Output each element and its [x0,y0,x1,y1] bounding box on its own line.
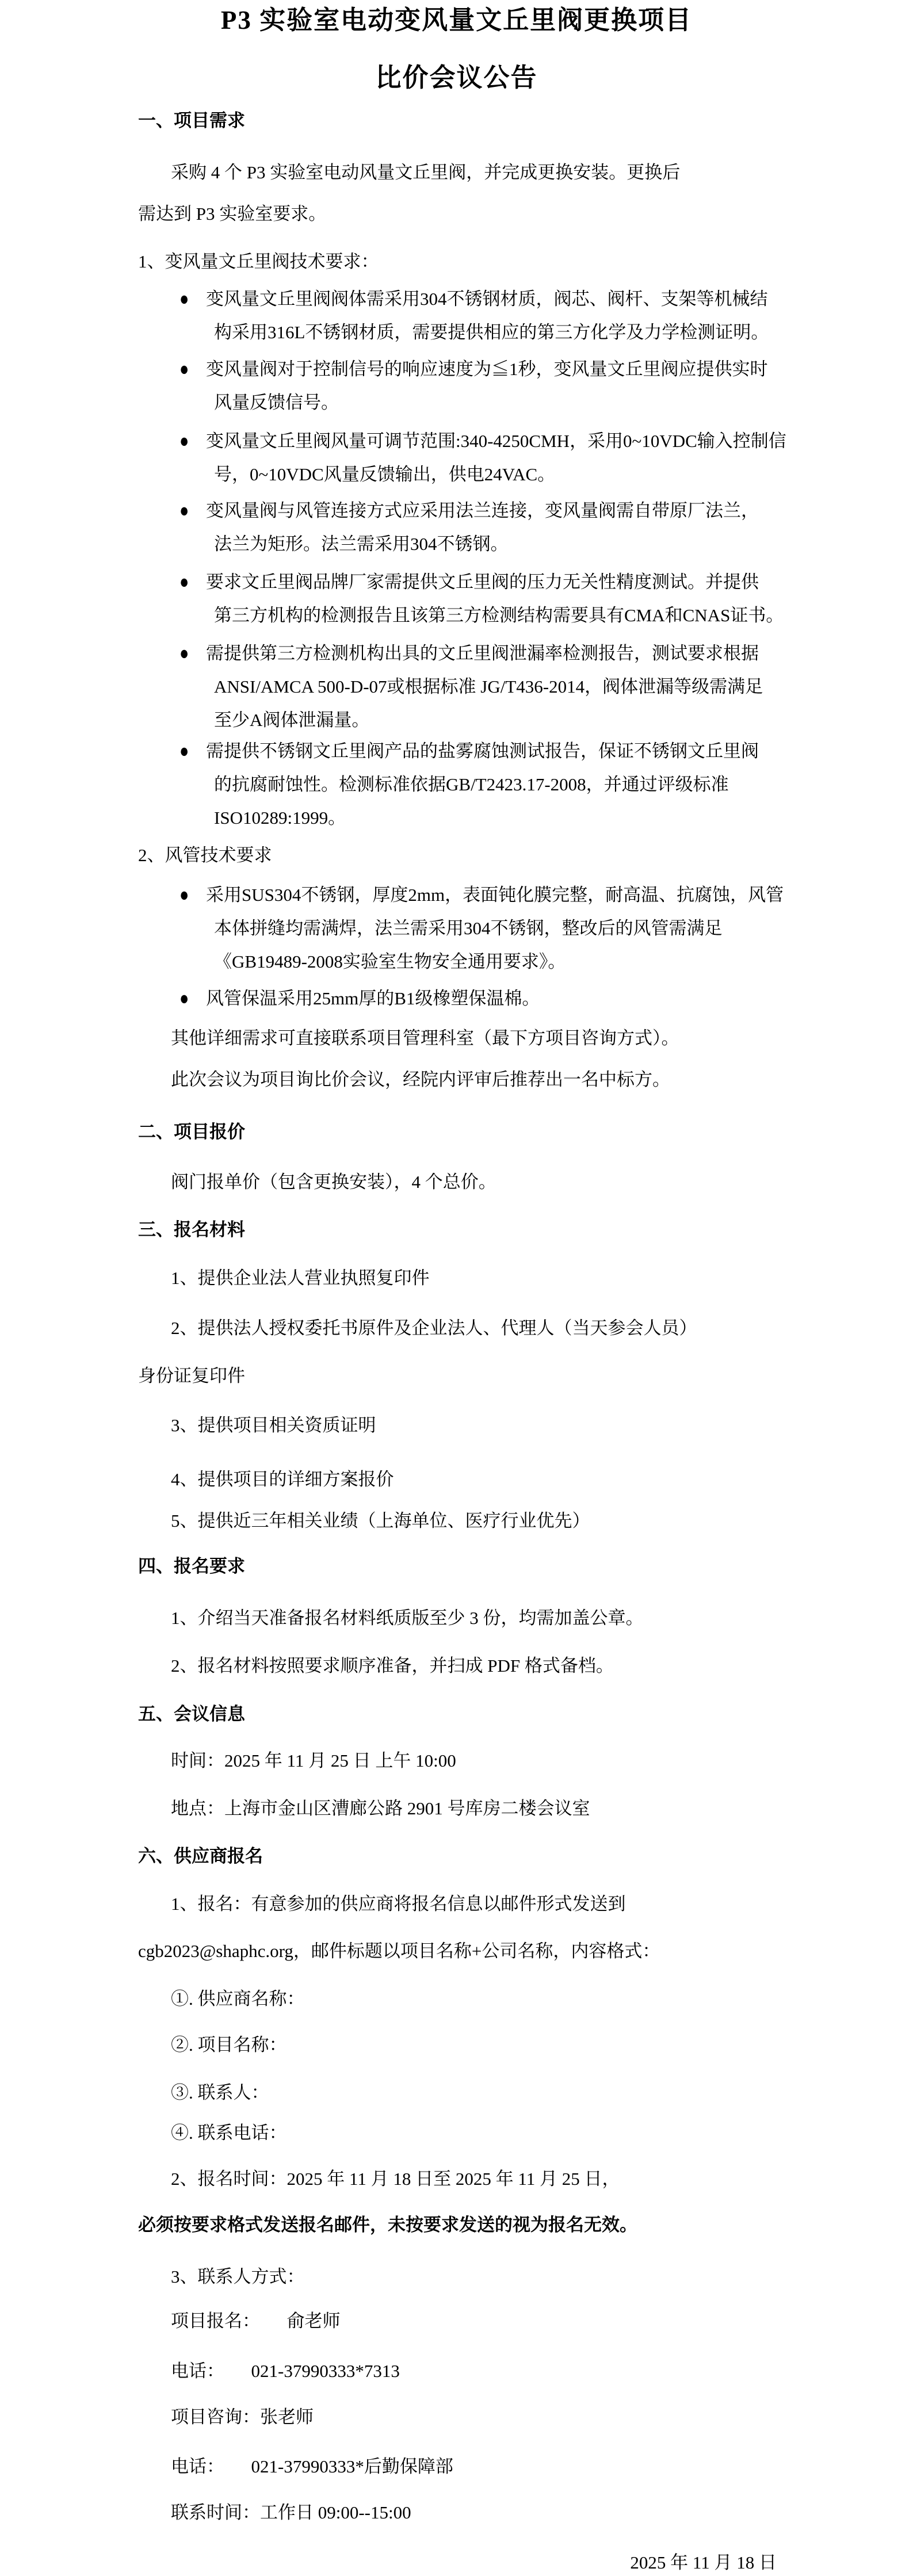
bullet-line: 号，0~10VDC风量反馈输出，供电24VAC。 [214,464,556,484]
section-4-heading: 四、报名要求 [138,1556,245,1576]
subsection-1-heading: 1、变风量文丘里阀技术要求： [138,251,379,272]
bullet-icon: ● [179,430,189,452]
paragraph-line: 采购 4 个 P3 实验室电动风量文丘里阀，并完成更换安装。更换后 [171,162,681,182]
bullet-line: 《GB19489-2008实验室生物安全通用要求》。 [214,951,566,972]
contact-line: 电话： 021-37990333*后勤保障部 [171,2456,453,2476]
contact-line: 联系时间：工作日 09:00--15:00 [171,2502,411,2523]
doc-title: P3 实验室电动变风量文丘里阀更换项目 [220,6,693,35]
list-item: 3、提供项目相关资质证明 [171,1415,376,1435]
form-field-line: ①. 供应商名称： [171,1989,305,2009]
bullet-line: 的抗腐耐蚀性。检测标准依据GB/T2423.17-2008，并通过评级标准 [214,774,729,794]
list-item: 2、提供法人授权委托书原件及企业法人、代理人（当天参会人员） [171,1318,697,1338]
section-3-heading: 三、报名材料 [138,1220,245,1240]
bullet-icon: ● [179,358,189,380]
bullet-item [179,565,784,632]
bullet-icon: ● [179,571,189,593]
meeting-place: 地点：上海市金山区漕廊公路 2901 号库房二楼会议室 [171,1798,590,1818]
paragraph-line: 其他详细需求可直接联系项目管理科室（最下方项目咨询方式）。 [171,1028,679,1048]
bullet-icon: ● [179,740,189,762]
bullet-line: 变风量阀与风管连接方式应采用法兰连接，变风量阀需自带原厂法兰， [206,500,759,521]
bullet-icon: ● [179,288,189,309]
paragraph-line: 需达到 P3 实验室要求。 [138,204,327,224]
section-2-heading: 二、项目报价 [138,1122,245,1142]
paragraph-line: 阀门报单价（包含更换安装），4 个总价。 [171,1172,496,1192]
doc-subtitle: 比价会议公告 [375,63,538,92]
bullet-line: 本体拼缝均需满焊，法兰需采用304不锈钢，整改后的风管需满足 [214,918,723,938]
form-field-line: ③. 联系人： [171,2082,269,2103]
contact-line: 项目咨询：张老师 [171,2407,314,2427]
paragraph-line: 3、联系人方式： [171,2267,305,2287]
bullet-line: 第三方机构的检测报告且该第三方检测结构需要具有CMA和CNAS证书。 [214,605,784,625]
bullet-line: 风量反馈信号。 [214,392,339,412]
bullet-icon: ● [179,987,189,1009]
contact-line: 电话： 021-37990333*7313 [171,2361,400,2381]
bullet-line: 至少A阀体泄漏量。 [214,710,370,730]
bullet-item [179,494,759,561]
meeting-time: 时间：2025 年 11 月 25 日 上午 10:00 [171,1751,456,1771]
bullet-line: 需提供不锈钢文丘里阀产品的盐雾腐蚀测试报告，保证不锈钢文丘里阀 [206,741,759,761]
bullet-item [179,878,784,979]
list-item: 1、介绍当天准备报名材料纸质版至少 3 份，均需加盖公章。 [171,1608,644,1628]
bullet-icon: ● [179,642,189,664]
list-item-continuation: 身份证复印件 [138,1366,245,1386]
bullet-line: 风管保温采用25mm厚的B1级橡塑保温棉。 [206,988,540,1008]
list-item: 5、提供近三年相关业绩（上海单位、医疗行业优先） [171,1511,590,1531]
bullet-line: 变风量阀对于控制信号的响应速度为≦1秒，变风量文丘里阀应提供实时 [206,359,768,379]
bullet-line: 需提供第三方检测机构出具的文丘里阀泄漏率检测报告，测试要求根据 [206,643,759,663]
bullet-line: 变风量文丘里阀阀体需采用304不锈钢材质，阀芯、阀杆、支架等机械结 [206,289,768,309]
section-6-heading: 六、供应商报名 [138,1846,263,1866]
bullet-line: ISO10289:1999。 [214,808,346,828]
bullet-icon: ● [179,884,189,905]
bullet-line: 法兰为矩形。法兰需采用304不锈钢。 [214,534,509,554]
bullet-item [179,425,786,491]
bullet-line: 构采用316L不锈钢材质，需要提供相应的第三方化学及力学检测证明。 [214,322,769,342]
paragraph-line: 1、报名：有意参加的供应商将报名信息以邮件形式发送到 [171,1894,626,1914]
paragraph-line: 此次会议为项目询比价会议，经院内评审后推荐出一名中标方。 [171,1069,670,1090]
bullet-line: 要求文丘里阀品牌厂家需提供文丘里阀的压力无关性精度测试。并提供 [206,572,759,592]
form-field-line: ②. 项目名称： [171,2035,287,2055]
paragraph-line-email: cgb2023@shaphc.org，邮件标题以项目名称+公司名称，内容格式： [138,1941,660,1961]
bullet-icon: ● [179,499,189,521]
subsection-2-heading: 2、风管技术要求 [138,845,272,865]
bullet-item [179,282,769,349]
list-item: 2、报名材料按照要求顺序准备，并扫成 PDF 格式备档。 [171,1656,614,1676]
paragraph-line: 2、报名时间：2025 年 11 月 18 日至 2025 年 11 月 25 日， [171,2169,620,2189]
warning-line: 必须按要求格式发送报名邮件，未按要求发送的视为报名无效。 [138,2215,637,2235]
section-1-heading: 一、项目需求 [138,110,245,131]
list-item: 4、提供项目的详细方案报价 [171,1469,394,1489]
contact-line: 项目报名： 俞老师 [171,2311,341,2331]
list-item: 1、提供企业法人营业执照复印件 [171,1268,430,1288]
section-5-heading: 五、会议信息 [138,1704,245,1724]
bullet-line: 采用SUS304不锈钢，厚度2mm，表面钝化膜完整，耐高温、抗腐蚀，风管 [206,885,784,905]
doc-date: 2025 年 11 月 18 日 [630,2552,777,2573]
bullet-item [179,982,540,1015]
form-field-line: ④. 联系电话： [171,2123,287,2143]
bullet-item [179,353,768,419]
bullet-item [179,735,759,835]
bullet-line: 变风量文丘里阀风量可调节范围:340-4250CMH，采用0~10VDC输入控制信 [206,431,786,451]
bullet-item [179,637,763,737]
bullet-line: ANSI/AMCA 500-D-07或根据标准 JG/T436-2014，阀体泄漏等级需满足 [214,677,763,697]
